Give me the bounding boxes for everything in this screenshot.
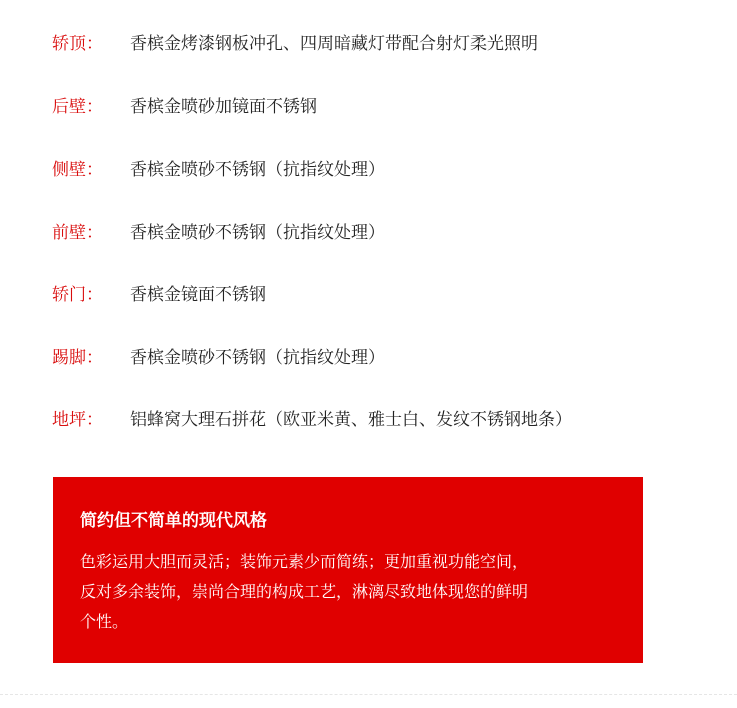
spec-label: 前壁： [52, 223, 103, 243]
spec-label: 轿顶： [52, 34, 103, 54]
spec-value: 香槟金喷砂不锈钢（抗指纹处理） [130, 223, 385, 243]
spec-row-floor [0, 407, 737, 435]
feature-box-line: 个性。 [80, 612, 129, 631]
feature-box-body [80, 547, 625, 637]
spec-row-car-door [0, 282, 737, 310]
bottom-divider [0, 694, 737, 695]
feature-box-line: 反对多余装饰，崇尚合理的构成工艺，淋漓尽致地体现您的鲜明 [80, 582, 529, 601]
spec-value: 香槟金喷砂加镜面不锈钢 [130, 97, 317, 117]
feature-box-line: 色彩运用大胆而灵活；装饰元素少而简练；更加重视功能空间， [80, 552, 529, 571]
spec-label: 轿门： [52, 285, 103, 305]
spec-value: 香槟金喷砂不锈钢（抗指纹处理） [130, 348, 385, 368]
spec-label: 侧壁： [52, 160, 103, 180]
feature-box [53, 477, 643, 663]
spec-value: 香槟金烤漆钢板冲孔、四周暗藏灯带配合射灯柔光照明 [130, 34, 538, 54]
spec-label: 地坪： [52, 410, 103, 430]
spec-value: 铝蜂窝大理石拼花（欧亚米黄、雅士白、发纹不锈钢地条） [130, 410, 572, 430]
spec-row-kickplate [0, 345, 737, 373]
spec-row-ceiling [0, 31, 737, 59]
spec-value: 香槟金喷砂不锈钢（抗指纹处理） [130, 160, 385, 180]
spec-row-side-wall [0, 157, 737, 185]
spec-row-back-wall [0, 94, 737, 122]
spec-value: 香槟金镜面不锈钢 [130, 285, 266, 305]
spec-row-front-wall [0, 220, 737, 248]
spec-label: 后壁： [52, 97, 103, 117]
feature-box-title: 简约但不简单的现代风格 [80, 511, 267, 531]
spec-label: 踢脚： [52, 348, 103, 368]
